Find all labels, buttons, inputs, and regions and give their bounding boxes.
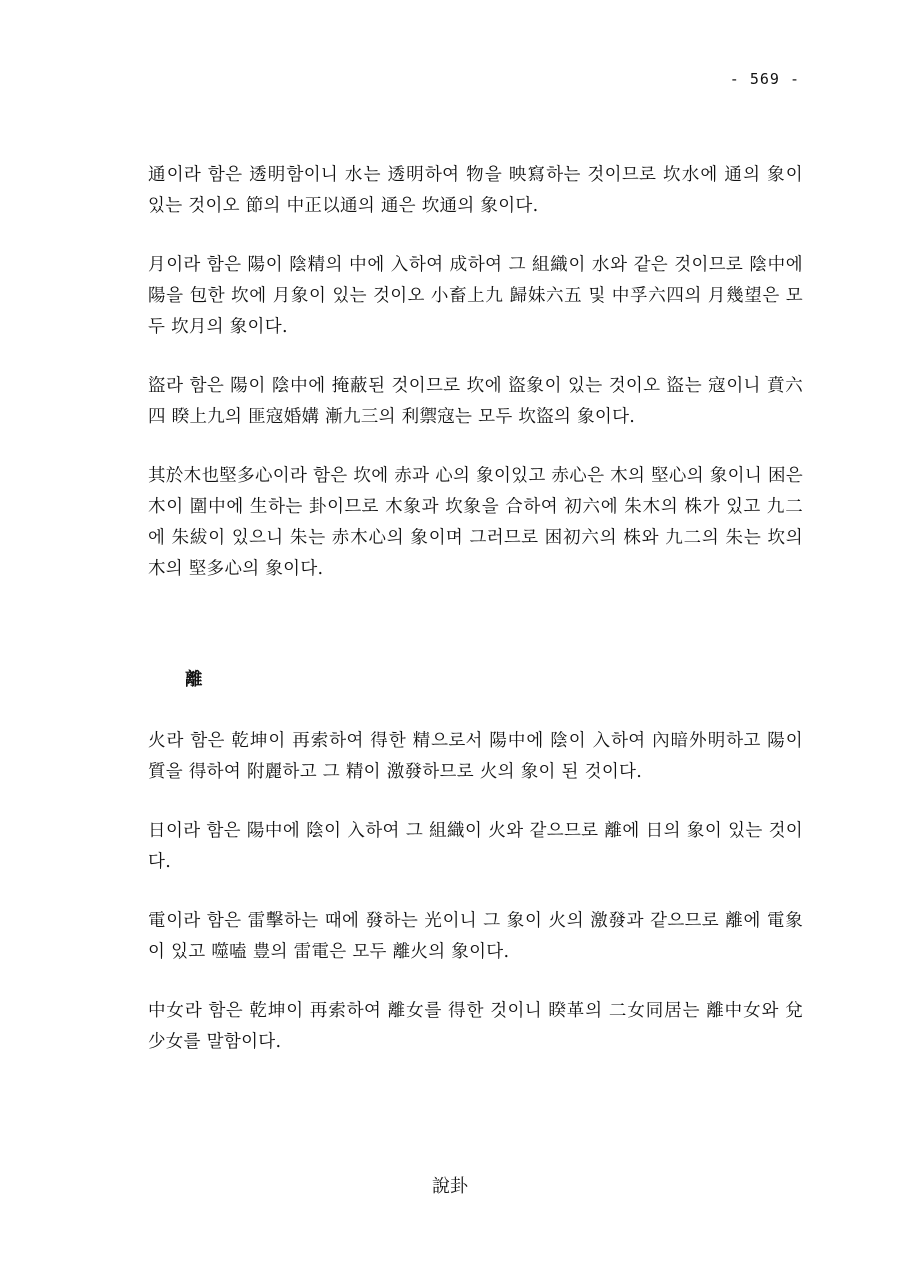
paragraph-mok: 其於木也堅多心이라 함은 坎에 赤과 心의 象이있고 赤心은 木의 堅心의 象이니 困은 木이 圍中에 生하는 卦이므로 木象과 坎象을 合하여 初六에 朱木의 株가 있고 九二에 朱紱이 있으니 朱는 赤木心의 象이며 그러므로 困初六의 株와 九二의 朱는 坎의 木의 堅多心의 象이다. — [148, 466, 803, 579]
paragraph-wol: 月이라 함은 陽이 陰精의 中에 入하여 成하여 그 組織이 水와 같은 것이므로 陰中에 陽을 包한 坎에 月象이 있는 것이오 小畜上九 歸妹六五 및 中孚六四의 月幾望은 모두 坎月의 象이다. — [148, 255, 803, 337]
paragraph-jungnyeo: 中女라 함은 乾坤이 再索하여 離女를 得한 것이니 睽革의 二女同居는 離中女와 兌少女를 말함이다. — [148, 1001, 803, 1052]
page-number: - 569 - — [729, 70, 800, 88]
section-heading: 離 — [185, 670, 203, 690]
body-text — [148, 160, 803, 1086]
footer-title: 說卦 — [432, 1176, 468, 1197]
paragraph-jeon: 電이라 함은 雷擊하는 때에 發하는 光이니 그 象이 火의 激發과 같으므로 離에 電象이 있고 噬嗑 豊의 雷電은 모두 離火의 象이다. — [148, 911, 803, 962]
paragraph-il: 日이라 함은 陽中에 陰이 入하여 그 組織이 火와 같으므로 離에 日의 象이 있는 것이다. — [148, 821, 803, 872]
paragraph-tong: 通이라 함은 透明함이니 水는 透明하여 物을 映寫하는 것이므로 坎水에 通의 象이 있는 것이오 節의 中正以通의 通은 坎通의 象이다. — [148, 165, 803, 216]
paragraph-do: 盜라 함은 陽이 陰中에 掩蔽된 것이므로 坎에 盜象이 있는 것이오 盜는 寇이니 賁六四 睽上九의 匪寇婚媾 漸九三의 利禦寇는 모두 坎盜의 象이다. — [148, 376, 803, 427]
paragraph-hwa: 火라 함은 乾坤이 再索하여 得한 精으로서 陽中에 陰이 入하여 內暗外明하고 陽이 質을 得하여 附麗하고 그 精이 激發하므로 火의 象이 된 것이다. — [148, 731, 803, 782]
